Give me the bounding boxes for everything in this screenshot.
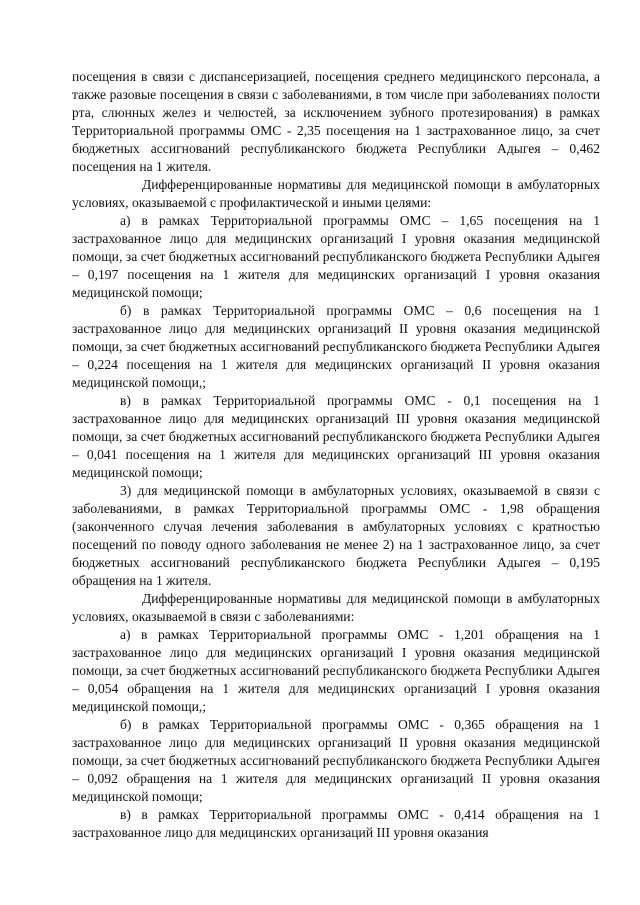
- list-item-disease-level-2: б) в рамках Территориальной программы ОМС - 0,365 обращения на 1 застрахованное лицо для медицинских организаций II уровня оказания медицинской помощи, за счет бюджетных ассигнований республиканского бюджета Республики Адыгея – 0,092 обращения на 1 жителя для медицинских организаций II уровня оказания медицинской помощи;: [72, 717, 600, 804]
- list-item-disease-visits: 3) для медицинской помощи в амбулаторных условиях, оказываемой в связи с заболеваниями, в рамках Территориальной программы ОМС - 1,98 обращения (законченного случая лечения заболевания в амбулаторных условиях с кратностью посещений по поводу одного заболевания не менее 2) на 1 застрахованное лицо, за счет бюджетных ассигнований республиканского бюджета Республики Адыгея – 0,195 обращения на 1 жителя.: [72, 483, 600, 588]
- paragraph-prophylactic-norms-heading: Дифференцированные нормативы для медицинской помощи в амбулаторных условиях, оказываемой с профилактической и иными целями:: [72, 177, 600, 210]
- paragraph-intro-continuation: посещения в связи с диспансеризацией, посещения среднего медицинского персонала, а также разовые посещения в связи с заболеваниями, в том числе при заболеваниях полости рта, слюнных желез и челюстей, за исключением зубного протезирования) в рамках Территориальной программы ОМС - 2,35 посещения на 1 застрахованное лицо, за счет бюджетных ассигнований республиканского бюджета Республики Адыгея – 0,462 посещения на 1 жителя.: [72, 69, 600, 174]
- list-item-disease-level-1: а) в рамках Территориальной программы ОМС - 1,201 обращения на 1 застрахованное лицо для медицинских организаций I уровня оказания медицинской помощи, за счет бюджетных ассигнований республиканского бюджета Республики Адыгея – 0,054 обращения на 1 жителя для медицинских организаций I уровня оказания медицинской помощи,;: [72, 627, 600, 714]
- list-item-prophylactic-level-1: а) в рамках Территориальной программы ОМС – 1,65 посещения на 1 застрахованное лицо для медицинских организаций I уровня оказания медицинской помощи, за счет бюджетных ассигнований республиканского бюджета Республики Адыгея – 0,197 посещения на 1 жителя для медицинских организаций I уровня оказания медицинской помощи;: [72, 213, 600, 300]
- list-item-disease-level-3: в) в рамках Территориальной программы ОМС - 0,414 обращения на 1 застрахованное лицо для медицинских организаций III уровня оказания: [72, 807, 600, 840]
- document-body: [72, 68, 600, 842]
- paragraph-disease-norms-heading: Дифференцированные нормативы для медицинской помощи в амбулаторных условиях, оказываемой в связи с заболеваниями:: [72, 591, 600, 624]
- list-item-prophylactic-level-2: б) в рамках Территориальной программы ОМС – 0,6 посещения на 1 застрахованное лицо для медицинских организаций II уровня оказания медицинской помощи, за счет бюджетных ассигнований республиканского бюджета Республики Адыгея – 0,224 посещения на 1 жителя для медицинских организаций II уровня оказания медицинской помощи,;: [72, 303, 600, 390]
- list-item-prophylactic-level-3: в) в рамках Территориальной программы ОМС - 0,1 посещения на 1 застрахованное лицо для медицинских организаций III уровня оказания медицинской помощи, за счет бюджетных ассигнований республиканского бюджета Республики Адыгея – 0,041 посещения на 1 жителя для медицинских организаций III уровня оказания медицинской помощи;: [72, 393, 600, 480]
